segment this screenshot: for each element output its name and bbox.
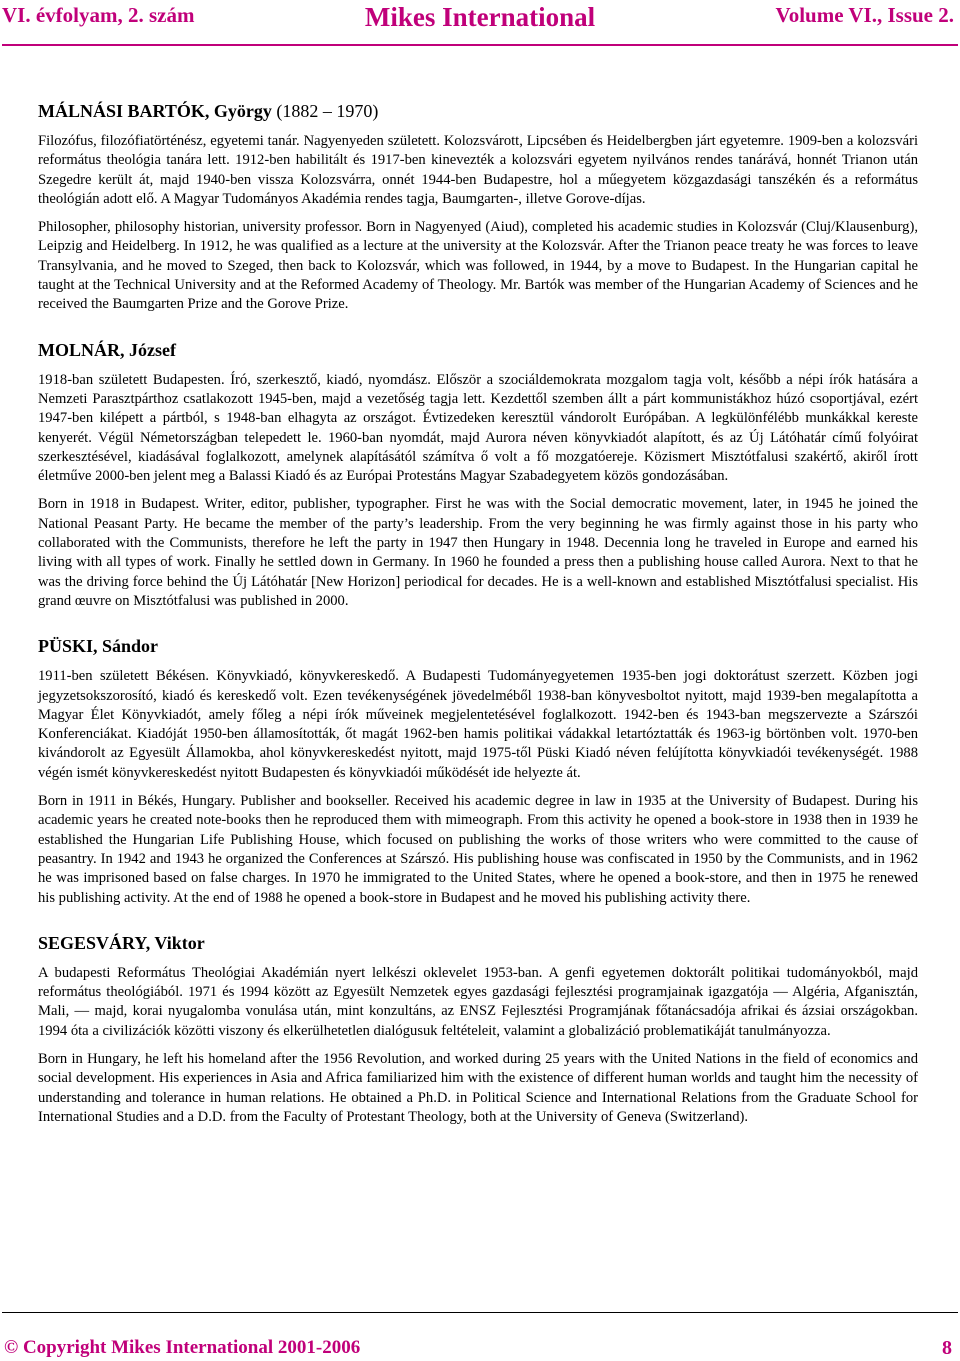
entry-paragraph-hungarian: 1918-ban született Budapesten. Író, szerkesztő, kiadó, nyomdász. Először a szociáldemokrata mozgalom tagja volt, később a népi írók hatására a Nemzeti Parasztpárthoz csatlakozott 1945-ben, majd a vezetőség tagja lett. Kezdettől szemben állt a párt kommunistákhoz húzó csoportjával, ezért 1947-ben kilépett a pártból, s 1948-ban elhagyta az országot. Évtizedeken keresztül vándorolt Európában. A legkülönfélébb munkákkal kereste kenyerét. Végül Németországban telepedett le. 1960-ban nyomdát, majd Aurora néven könyvkiadót alapított, és az Új Látóhatár című folyóirat szerkesztésével, kiadásával foglalkozott, amelynek alapításától számítva ő volt a fő mozgatóereje. Közismert Misztótfalusi szakértő, akiről írott életműve 2000-ben jelent meg a Balassi Kiadó és az Európai Protestáns Magyar Szabadegyetem közös gondozásában. bbox=[38, 371, 918, 485]
entry-paragraph-hungarian: Filozófus, filozófiatörténész, egyetemi tanár. Nagyenyeden született. Kolozsvárott, Lipcsében és Heidelbergben járt egyetemre. 1909-ben a kolozsvári református theológia tanára lett. 1912-ben habilitált és 1917-ben kinevezték a kolozsvári egyetem nyilvános rendes tanárává, honnét Trianon után Szegedre került át, majd 1940-ben vissza Kolozsvárra, onnét 1944-ben Budapestre, hol a műegyetem közgazdasági tanszékén és a református theológián adott elő. A Magyar Tudományos Akadémia rendes tagja, Baumgarten-, illetve Gorove-díjas. bbox=[38, 133, 918, 207]
footer-copyright: © Copyright Mikes International 2001-2006 bbox=[4, 1337, 361, 1358]
page-number: 8 bbox=[942, 1337, 952, 1359]
biography-entry-puski bbox=[38, 635, 918, 908]
entry-name: PÜSKI, Sándor bbox=[38, 636, 159, 657]
entry-name: MÁLNÁSI BARTÓK, György bbox=[38, 101, 272, 121]
page-header bbox=[0, 0, 960, 40]
entry-paragraph-english: Born in 1911 in Békés, Hungary. Publisher and bookseller. Received his academic degree in law in 1935 at the University of Budapest. During his academic years he created note-books then he reproduced them with mimeograph. From this activity he opened a book-store in 1938 then in 1939 he established the Hungarian Life Publishing House, which focused on publishing the works of those writers who were committed to the cause of peasantry. In 1942 and 1943 he organized the Conferences at Szárszó. His publishing house was confiscated in 1950 by the Communists, and in 1962 he was imprisoned based on false charges. In 1970 he immigrated to the United States, where he opened a book-store, and then in 1975 he renewed his publishing activity. At the end of 1988 he opened a book-store in Budapest and he moved his publishing activity there. bbox=[38, 793, 918, 906]
entry-paragraph-hungarian: A budapesti Református Theológiai Akadémián nyert lelkészi oklevelet 1953-ban. A genfi egyetemen doktorált politikai tudományokból, majd református theológiából. 1971 és 1994 között az Egyesült Nemzetek egyes gazdasági fejlesztési programjainak igazgatója — Algéria, Afganisztán, Mali, — majd, korai nyugalomba vonulása után, mint konzultáns, az ENSZ Fejlesztési Programjának főtanácsadója afrikai és ázsiai országokban. 1994 óta a civilizációk közötti viszony és elkerülhetetlen dialógusuk feltételeit, valamint a globalizáció problematikáját tanulmányozza. bbox=[38, 964, 918, 1039]
entry-title bbox=[38, 339, 918, 361]
footer-divider bbox=[2, 1312, 958, 1313]
entry-name: MOLNÁR, József bbox=[38, 339, 176, 360]
entry-paragraph-english: Philosopher, philosophy historian, university professor. Born in Nagyenyed (Aiud), completed his academic studies in Kolozsvár (Cluj/Klausenburg), Leipzig and Heidelberg. In 1912, he was qualified as a lecture at the university at the Kolozsvár. After the Trianon peace treaty he was forces to leave Transylvania, and he moved to Szeged, then back to Kolozsvár, which was followed, in 1944, by a move to Budapest. In the Hungarian capital he taught at the Technical University and at the Reformed Academy of Theology. Mr. Bartók was member of the Hungarian Academy of Sciences and he received the Baumgarten Prize and the Gorove Prize. bbox=[38, 219, 918, 313]
entry-title bbox=[38, 635, 918, 657]
biography-entry-bartok bbox=[38, 100, 918, 315]
entry-paragraph-hungarian: 1911-ben született Békésen. Könyvkiadó, könyvkereskedő. A Budapesti Tudományegyetemen 1935-ben jogi doktorátust szerzett. Közben jogi jegyzetsokszorosító, kiadó és kereskedő volt. Ezen tevékenységének jövedelméből 1938-ban könyvesboltot nyitott, majd 1939-ben megalapította a Magyar Élet Könyvkiadót, amely főleg a népi írók műveinek megjelentetésével foglalkozott. 1942-ben és 1943-ban megszervezte a Szárszói Konferenciákat. Kiadóját 1950-ben államosították, őt magát 1962-ben hamis politikai vádakkal letartóztatták és 1963-ig börtönben volt. 1970-ben kivándorolt az Egyesült Államokba, ahol könyvkereskedést nyitott, majd 1975-től Püski Kiadó néven felújította könyvkiadói tevékenységét. 1988 végén ismét könyvkereskedést nyitott Budapesten és könyvkiadói működését ide helyezte át. bbox=[38, 668, 918, 781]
entry-paragraph-english: Born in 1918 in Budapest. Writer, editor, publisher, typographer. First he was with the Social democratic movement, later, in 1945 he joined the National Peasant Party. He became the member of the party’s leadership. From the very beginning he was firmly against those in his party who collaborated with the Communists, therefore he left the party in 1947 then Hungary in 1948. Decennia long he traveled in Europe and earned his living with all types of work. Finally he settled down in Germany. In 1960 he founded a press then a publishing house called Aurora. Next to that he was the driving force behind the Új Látóhatár [New Horizon] periodical for decades. He is a well-known and established Misztótfalusi specialist. His grand œuvre on Misztótfalusi was published in 2000. bbox=[38, 496, 918, 609]
header-divider bbox=[2, 44, 958, 46]
header-issue-english: Volume VI., Issue 2. bbox=[775, 3, 954, 27]
biography-list bbox=[38, 100, 918, 1136]
header-issue-hungarian: VI. évfolyam, 2. szám bbox=[2, 3, 195, 27]
entry-paragraph-english: Born in Hungary, he left his homeland after the 1956 Revolution, and worked during 25 years with the United Nations in the field of economics and social development. His experiences in Asia and Africa familiarized him with the existence of different human worlds and taught him the necessity of understanding and tolerance in human relations. He obtained a Ph.D. in Political Science and International Relations from the Graduate School for International Studies and a D.D. from the Faculty of Protestant Theology, both at the University of Geneva (Switzerland). bbox=[38, 1050, 918, 1125]
entry-name: SEGESVÁRY, Viktor bbox=[38, 932, 205, 953]
biography-entry-segesvary bbox=[38, 932, 918, 1127]
entry-title bbox=[38, 100, 918, 122]
entry-dates: (1882 – 1970) bbox=[271, 101, 379, 121]
entry-title bbox=[38, 932, 918, 954]
biography-entry-molnar bbox=[38, 339, 918, 612]
header-publication-title: Mikes International bbox=[364, 2, 596, 32]
